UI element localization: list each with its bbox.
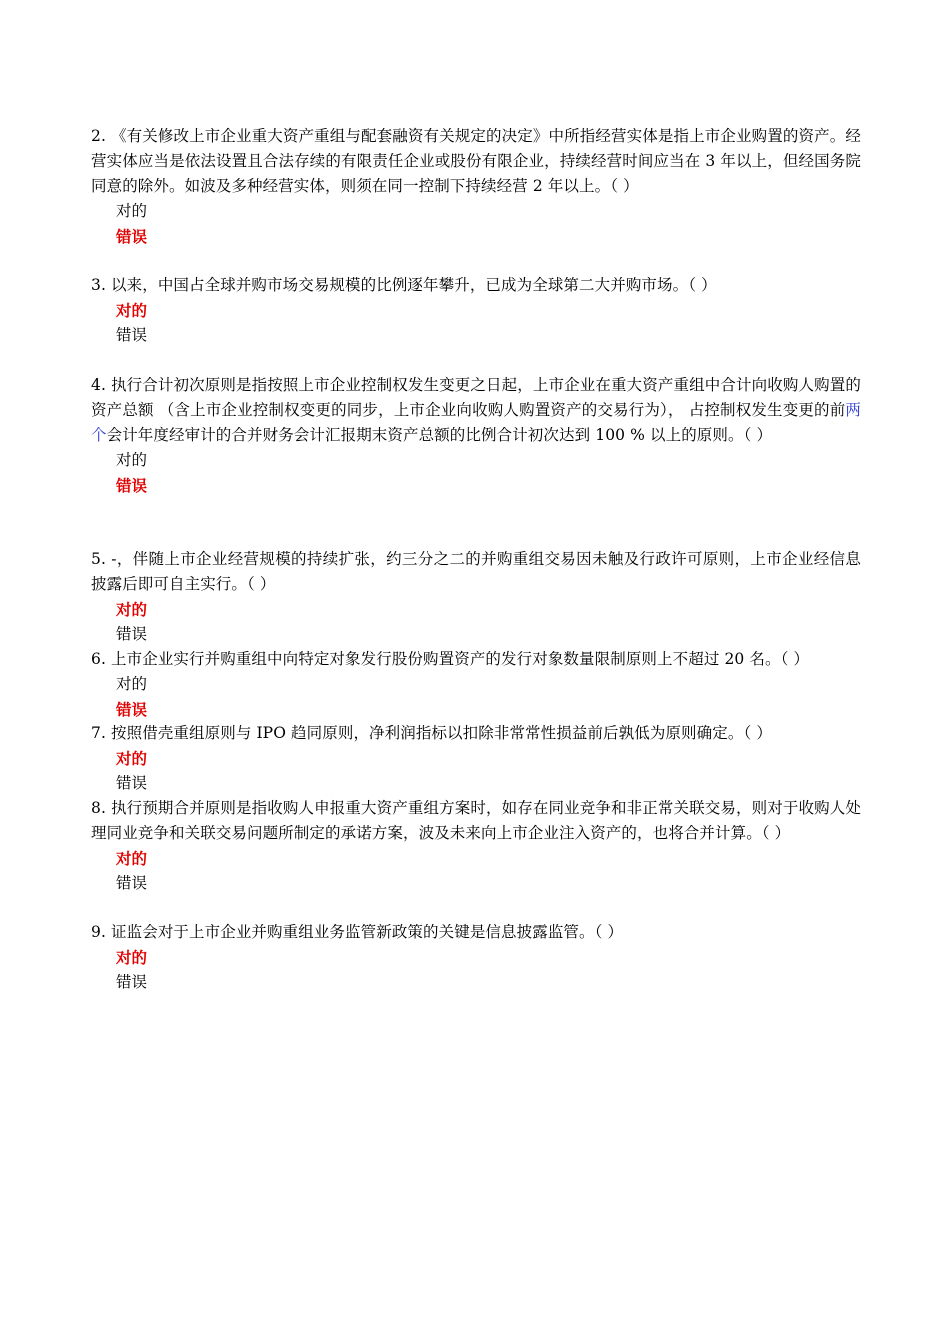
question-text: 6. 上市企业实行并购重组中向特定对象发行股份购置资产的发行对象数量限制原则上不超过 20 名。（ ） [91,650,810,668]
question-text: 8. 执行预期合并原则是指收购人申报重大资产重组方案时，如存在同业竞争和非正常关联交易，则对于收购人处理同业竞争和关联交易问题所制定的承诺方案，波及未来向上市企业注入资产的，也将合并计算。（ ） [91,799,861,842]
option-correct-selected[interactable]: 对的 [116,301,148,320]
option-correct-selected[interactable]: 对的 [116,849,148,868]
question-9 [91,920,861,995]
option-wrong-selected[interactable]: 错误 [116,700,148,719]
question-text: 2. 《有关修改上市企业重大资产重组与配套融资有关规定的决定》中所指经营实体是指上市企业购置的资产。经营实体应当是依法设置且合法存续的有限责任企业或股份有限企业，持续经营时间应当在 3 年以上，但经国务院同意的除外。如波及多种经营实体，则须在同一控制下持续经营 2 年以上。（ ） [91,127,861,195]
question-5 [91,547,861,647]
question-text: 7. 按照借壳重组原则与 IPO 趋同原则，净利润指标以扣除非常常性损益前后孰低为原则确定。（ ） [91,724,772,742]
option-wrong[interactable]: 错误 [116,326,148,344]
option-correct[interactable]: 对的 [116,202,148,220]
option-wrong[interactable]: 错误 [116,973,148,991]
question-8 [91,796,861,896]
question-7 [91,721,861,796]
question-6 [91,647,861,722]
option-wrong-selected[interactable]: 错误 [116,227,148,246]
option-correct[interactable]: 对的 [116,675,148,693]
option-correct[interactable]: 对的 [116,451,148,469]
question-text: 4. 执行合计初次原则是指按照上市企业控制权发生变更之日起，上市企业在重大资产重组中合计向收购人购置的资产总额 （含上市企业控制权变更的同步，上市企业向收购人购置资产的交易行为）， 占控制权发生变更的前两个会计年度经审计的合并财务会计汇报期末资产总额的比例合计初次达到 100 % 以上的原则。（ ） [91,376,861,444]
option-wrong[interactable]: 错误 [116,874,148,892]
option-wrong-selected[interactable]: 错误 [116,476,148,495]
question-4 [91,373,861,498]
option-correct-selected[interactable]: 对的 [116,948,148,967]
question-text: 9. 证监会对于上市企业并购重组业务监管新政策的关键是信息披露监管。（ ） [91,923,624,941]
question-text: 3. 以来，中国占全球并购市场交易规模的比例逐年攀升，已成为全球第二大并购市场。（ ） [91,276,717,294]
question-3 [91,273,861,348]
question-2 [91,124,861,249]
option-correct-selected[interactable]: 对的 [116,749,148,768]
option-wrong[interactable]: 错误 [116,625,148,643]
question-text: 5. -，伴随上市企业经营规模的持续扩张，约三分之二的并购重组交易因未触及行政许可原则，上市企业经信息披露后即可自主实行。（ ） [91,550,861,593]
option-correct-selected[interactable]: 对的 [116,600,148,619]
option-wrong[interactable]: 错误 [116,774,148,792]
highlighted-term: 两个 [91,401,861,444]
